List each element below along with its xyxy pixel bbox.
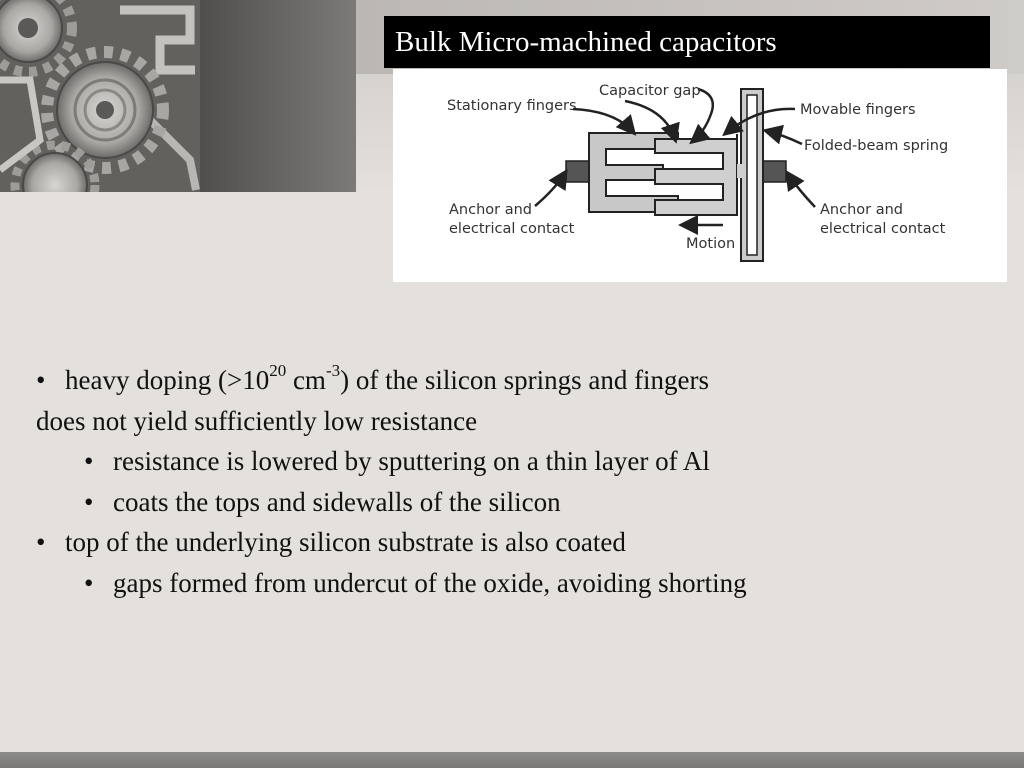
label-motion: Motion: [686, 236, 736, 252]
arrow-anchor-right: [788, 174, 815, 207]
sub-bullet-text: resistance is lowered by sputtering on a thin layer of Al: [113, 446, 710, 476]
sub-bullet-item: [36, 482, 996, 523]
bullet-item: [36, 522, 996, 563]
bullet-glyph: •: [84, 446, 94, 476]
bullet-glyph: •: [84, 486, 94, 517]
label-stationary-fingers: Stationary fingers: [447, 98, 577, 114]
slide-title: Bulk Micro-machined capacitors: [395, 26, 777, 58]
bullet-text-mid: cm: [286, 365, 326, 395]
bullet-sup-exponent: 20: [269, 361, 287, 380]
bullet-text-post: ) of the silicon springs and fingers: [340, 365, 710, 395]
sub-bullet-text: gaps formed from undercut of the oxide, avoiding shorting: [113, 567, 747, 598]
right-anchor: [763, 161, 786, 182]
bullet-glyph: •: [36, 527, 46, 557]
sub-bullet-text: coats the tops and sidewalls of the silicon: [113, 486, 561, 517]
label-folded-beam-spring: Folded-beam spring: [804, 138, 949, 154]
sub-bullet-item: [36, 441, 996, 482]
footer-bar: [0, 752, 1024, 768]
left-anchor: [566, 161, 589, 182]
arrow-anchor-left: [535, 173, 565, 206]
mems-gear-photo: [0, 0, 356, 192]
label-movable-fingers: Movable fingers: [800, 102, 916, 118]
bullet-continuation: does not yield sufficiently low resistance: [36, 405, 478, 436]
movable-comb: [655, 134, 737, 215]
bullet-list: [36, 360, 996, 603]
arrow-stationary: [573, 109, 633, 132]
bullet-text: top of the underlying silicon substrate is also coated: [65, 527, 626, 557]
bullet-glyph: •: [84, 567, 94, 598]
label-capacitor-gap: Capacitor gap: [599, 83, 701, 99]
arrow-spring: [767, 131, 802, 144]
sub-bullet-item: [36, 563, 996, 604]
bullet-item: [36, 360, 996, 401]
slide-title-box: [384, 16, 990, 68]
label-anchor-left-1: Anchor and: [449, 202, 532, 218]
comb-capacitor-diagram: [393, 69, 1007, 282]
label-anchor-left-2: electrical contact: [449, 221, 575, 237]
label-anchor-right-2: electrical contact: [820, 221, 946, 237]
bullet-text-pre: heavy doping (>10: [65, 365, 270, 395]
bullet-sup-unit: -3: [325, 361, 341, 380]
bullet-glyph: •: [36, 365, 46, 395]
label-anchor-right-1: Anchor and: [820, 202, 903, 218]
